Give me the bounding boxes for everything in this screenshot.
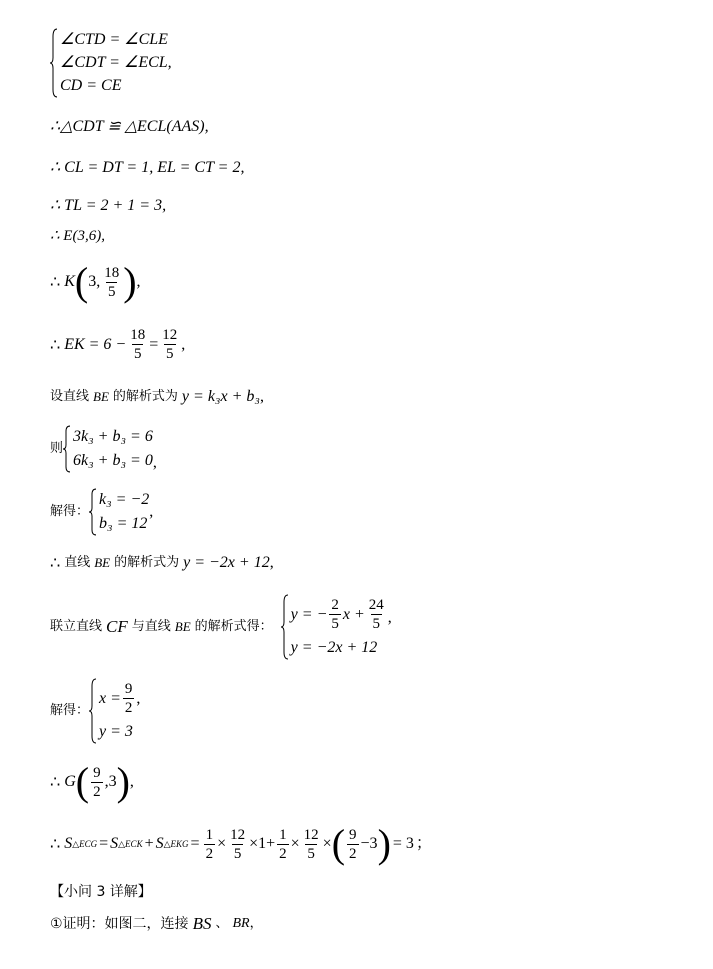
- system-2-eq-1: 3k₃ + b₃ = 6: [73, 428, 153, 445]
- system-5-den: 2: [124, 700, 133, 717]
- system-4-den-1: 5: [331, 616, 339, 633]
- point-k-x: 3,: [88, 273, 101, 290]
- area-s-3-sub: △EKG: [163, 839, 189, 849]
- be-suffix: ,: [269, 554, 274, 571]
- ek-equals: =: [149, 335, 159, 353]
- system-5-eq-1-left: x =: [99, 689, 121, 707]
- system-5-eq-2: y = 3: [99, 722, 133, 740]
- area-s-2-sub: △ECK: [118, 839, 143, 849]
- ek-den-1: 5: [133, 346, 142, 362]
- set-text-2: 的解析式为: [112, 389, 178, 404]
- area-s-1-sub: △ECG: [72, 839, 98, 849]
- system-5-num: 9: [124, 681, 133, 698]
- system-2: [50, 425, 157, 473]
- area-f2-den: 5: [233, 845, 242, 862]
- system-3-eq-1: k₃ = −2: [99, 491, 150, 508]
- section-title: 【小问 3 详解】: [50, 884, 152, 900]
- line-be-label: BE: [93, 389, 109, 404]
- proof-line: [50, 914, 263, 934]
- be-text-1: 直线: [64, 555, 91, 570]
- be-equation: y = −2x + 12: [183, 554, 270, 571]
- system-2-prefix: 则: [50, 441, 64, 456]
- proof-sep: 、: [215, 916, 229, 931]
- system-1-eq-2: ∠CDT = ∠ECL,: [60, 53, 172, 71]
- system-1-eq-1: ∠CTD = ∠CLE: [60, 30, 168, 48]
- proof-var-2: BR: [232, 916, 250, 931]
- set-text-1: 设直线: [50, 389, 90, 404]
- be-label: BE: [94, 555, 111, 570]
- therefore-symbol: ∴: [50, 772, 61, 791]
- area-times-3: ×: [290, 835, 300, 852]
- area-s-2: S: [110, 835, 119, 852]
- be-text-2: 的解析式为: [114, 555, 180, 570]
- cl-dt-line: ∴ CL = DT = 1, EL = CT = 2,: [50, 159, 245, 176]
- system-4-text-3: 的解析式得：: [194, 619, 273, 634]
- system-3-prefix: 解得：: [50, 504, 90, 519]
- system-3-suffix: ,: [149, 503, 154, 520]
- area-f3-den: 2: [279, 845, 287, 862]
- area-f5-num: 9: [349, 826, 357, 843]
- congruent-line: ∴△CDT ≌ △ECL(AAS),: [50, 118, 209, 135]
- area-f3-num: 1: [279, 826, 287, 843]
- point-k-suffix: ,: [136, 273, 141, 290]
- system-4-text-2: 与直线: [131, 619, 171, 634]
- area-times-4: ×: [322, 835, 332, 852]
- system-4-text-1: 联立直线: [50, 619, 103, 634]
- area-eq-2: =: [190, 835, 200, 852]
- system-5-eq-1-suffix: ,: [136, 689, 141, 707]
- proof-suffix: ，: [249, 916, 263, 931]
- system-3-eq-2: b₃ = 12: [99, 515, 148, 532]
- be-result-line: [50, 553, 274, 573]
- therefore-symbol: ∴: [50, 334, 61, 354]
- ek-num-1: 18: [130, 327, 146, 343]
- system-1-eq-3: CD = CE: [60, 77, 122, 95]
- system-5-prefix: 解得：: [50, 703, 90, 718]
- system-4-eq-1-mid: x +: [342, 605, 365, 623]
- system-5: [50, 678, 140, 744]
- proof-var-1: BS: [192, 914, 212, 933]
- ek-line: [50, 326, 185, 363]
- point-k-label: K: [64, 273, 75, 290]
- point-k-den: 5: [107, 283, 116, 300]
- point-g-line: ∴ G ( $\frac{9}{2}$ ,3 ) ,: [50, 759, 134, 804]
- system-2-suffix: ,: [152, 454, 157, 471]
- set-equation: y = k₃x + b₃: [181, 388, 260, 405]
- area-line: ∴ S △ECG = S △ECK + S △EKG = $\frac{1}{2}$ × $\frac{12}{5}$ ×1+ $\frac{1}{2}$ × $\frac{12}{5}$ × ( $\frac{9}{2}$ −3 ) = 3 ；: [50, 821, 432, 866]
- system-2-eq-2: 6k₃ + b₃ = 0: [73, 452, 153, 469]
- area-minus: −3: [360, 835, 378, 852]
- system-4-eq-1-left: y = −: [290, 605, 328, 623]
- point-g-suffix: ,: [129, 773, 134, 790]
- area-plus: +: [144, 835, 154, 852]
- tl-line: ∴ TL = 2 + 1 = 3,: [50, 197, 167, 214]
- set-suffix: ,: [259, 388, 264, 405]
- point-k-line: ∴ K ( 3, $\frac{18}{5}$ ) ,: [50, 259, 141, 304]
- system-4-suffix: ,: [387, 609, 392, 626]
- area-times-2: ×1+: [249, 835, 276, 852]
- system-4-eq-2: y = −2x + 12: [290, 638, 378, 656]
- point-g-y: ,3: [104, 773, 117, 790]
- system-4: [50, 594, 392, 660]
- ek-num-2: 12: [162, 327, 178, 343]
- system-4-den-2: 5: [372, 616, 381, 633]
- proof-text: ①证明：如图二，连接: [50, 916, 189, 932]
- therefore-symbol: ∴: [50, 834, 61, 853]
- set-line-be: [50, 387, 264, 407]
- line-cf-label: CF: [106, 617, 128, 636]
- point-e-line: ∴ E(3,6),: [50, 228, 105, 244]
- ek-den-2: 5: [166, 346, 174, 362]
- area-eq-1: =: [99, 835, 109, 852]
- ek-suffix: ,: [181, 335, 186, 353]
- point-g-den: 2: [93, 783, 101, 800]
- point-g-label: G: [64, 773, 76, 790]
- point-g-num: 9: [93, 764, 101, 781]
- area-f1-num: 1: [205, 826, 214, 843]
- point-k-num: 18: [104, 264, 120, 281]
- area-f5-den: 2: [349, 845, 357, 862]
- area-s-3: S: [155, 835, 164, 852]
- area-suffix: ；: [415, 835, 432, 852]
- system-4-num-1: 2: [331, 597, 339, 614]
- area-f1-den: 2: [205, 845, 214, 862]
- area-result: = 3: [392, 835, 414, 852]
- area-s-1: S: [64, 835, 73, 852]
- area-f2-num: 12: [230, 826, 246, 843]
- area-times-1: ×: [217, 835, 227, 852]
- therefore-symbol: ∴: [50, 553, 61, 572]
- system-1: [50, 28, 172, 98]
- system-4-num-2: 24: [368, 597, 384, 614]
- ek-left: EK = 6 −: [64, 335, 127, 353]
- area-f4-den: 5: [307, 845, 315, 862]
- line-be-label: BE: [174, 619, 191, 634]
- area-f4-num: 12: [303, 826, 319, 843]
- therefore-symbol: ∴: [50, 272, 61, 291]
- system-3: [50, 488, 153, 536]
